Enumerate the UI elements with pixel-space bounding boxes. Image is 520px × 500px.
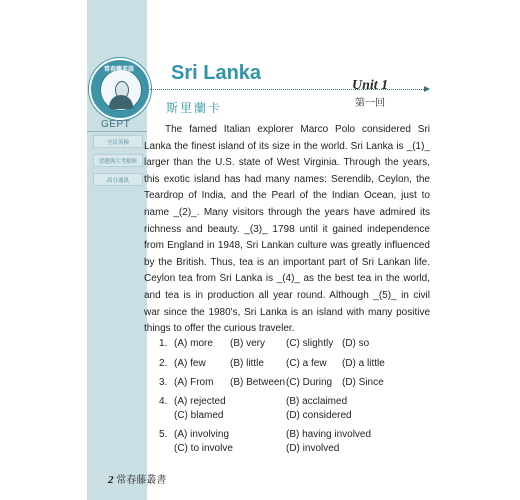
unit-label: Unit 1 — [352, 78, 389, 93]
option-b[interactable]: (B) Between — [230, 377, 286, 388]
option-c[interactable]: (C) to involve — [174, 443, 233, 454]
question-number: 4. — [159, 396, 168, 407]
option-a[interactable]: (A) involving — [174, 429, 230, 440]
option-a[interactable]: (A) more — [174, 338, 213, 349]
option-d[interactable]: (D) so — [342, 338, 370, 349]
sidebar-item-gept[interactable]: 全民英檢 — [93, 135, 143, 148]
option-c[interactable]: (C) During — [286, 377, 333, 388]
question-2 — [159, 358, 429, 372]
chinese-unit-label: 第一回 — [355, 98, 385, 109]
page-title: Sri Lanka — [171, 62, 262, 84]
sidebar-label: GEPT — [101, 119, 131, 130]
title-divider — [150, 89, 428, 90]
option-c[interactable]: (C) blamed — [174, 410, 224, 421]
option-c[interactable]: (C) slightly — [286, 338, 334, 349]
question-1 — [159, 338, 429, 352]
option-b[interactable]: (B) having involved — [286, 429, 372, 440]
sidebar-item-newsletter[interactable]: 高分通訊 — [93, 173, 143, 186]
logo-portrait — [100, 69, 142, 111]
question-5-row2 — [159, 443, 429, 457]
option-b[interactable]: (B) little — [230, 358, 264, 369]
option-a[interactable]: (A) rejected — [174, 396, 226, 407]
arrow-icon — [424, 86, 430, 92]
person-icon — [109, 95, 133, 109]
question-4-row1 — [159, 396, 429, 410]
question-3 — [159, 377, 429, 391]
question-5-row1 — [159, 429, 429, 443]
option-d[interactable]: (D) a little — [342, 358, 385, 369]
option-a[interactable]: (A) From — [174, 377, 214, 388]
question-number: 1. — [159, 338, 168, 349]
option-d[interactable]: (D) considered — [286, 410, 352, 421]
option-a[interactable]: (A) few — [174, 358, 206, 369]
question-number: 5. — [159, 429, 168, 440]
question-number: 3. — [159, 377, 168, 388]
sidebar-item-exercises[interactable]: 習題與大考解析 — [93, 154, 143, 167]
reading-passage — [144, 122, 430, 338]
question-number: 2. — [159, 358, 168, 369]
option-b[interactable]: (B) acclaimed — [286, 396, 348, 407]
book-name: 常春藤叢書 — [116, 475, 167, 486]
option-b[interactable]: (B) very — [230, 338, 265, 349]
logo-text: 常春藤英語 — [103, 67, 134, 73]
chinese-title: 斯里蘭卡 — [166, 101, 223, 115]
option-c[interactable]: (C) a few — [286, 358, 327, 369]
page-footer — [108, 471, 166, 486]
option-d[interactable]: (D) involved — [286, 443, 340, 454]
passage-text: The famed Italian explorer Marco Polo considered Sri Lanka the finest island of its size in the world. Sri Lanka is _(1)_ larger than the U.S. state of West Virginia. Through the years, this exotic island has had many names: Serendib, Ceylon, the Teardrop of India, and the Pearl of the Indian Ocean, just to name _(2)_. Many visitors through the years have admired its richness and beauty. _(3)_ 1798 until it gained independence from England in 1948, Sri Lankan culture was greatly influenced by the British. Thus, tea is an important part of Sri Lankan life. Ceylon tea from Sri Lanka is _(4)_ as the best tea in the world, and tea is in production all year round. Although _(5)_ in civil war since the 1980's, Sri Lanka is an island with many positive things to offer the curious traveler. — [144, 124, 430, 335]
page-number: 2 — [108, 474, 114, 486]
divider — [87, 131, 147, 132]
question-4-row2 — [159, 410, 429, 424]
option-d[interactable]: (D) Since — [342, 377, 384, 388]
